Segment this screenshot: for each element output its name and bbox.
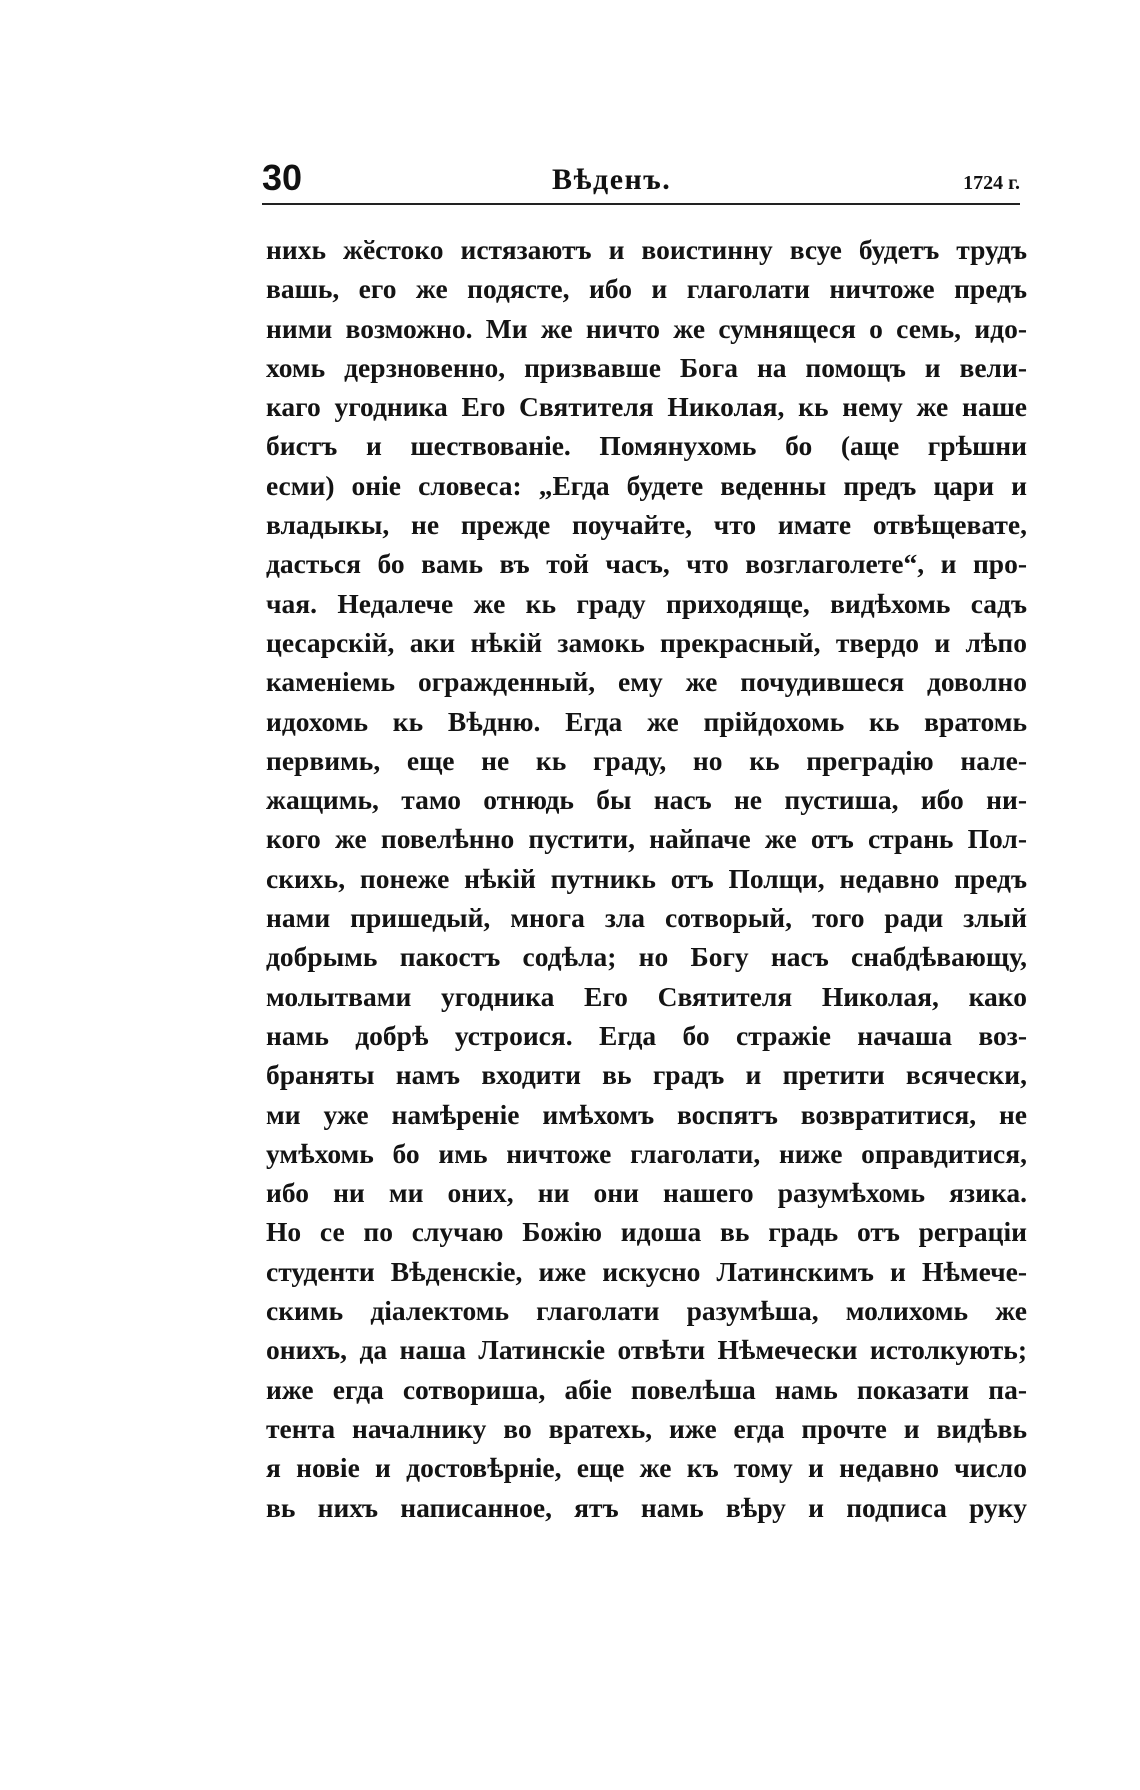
text-line: тента началнику во вратехь, иже егда прочте и видѣвь	[266, 1412, 1027, 1444]
text-line: первимь, еще не кь граду, но кь преградію нале-	[266, 744, 1027, 776]
text-line: ми уже намѣреніе имѣхомъ воспятъ возвратитися, не	[266, 1098, 1027, 1130]
text-line: скихь, понеже нѣкій путникь отъ Полщи, недавно предъ	[266, 862, 1027, 894]
text-line: ними возможно. Ми же ничто же сумнящеся о семь, идо-	[266, 312, 1027, 344]
text-line: молытвами угодника Его Святителя Николая, како	[266, 980, 1027, 1012]
text-line: студенти Вѣденскіе, иже искусно Латинскимъ и Нѣмече-	[266, 1255, 1027, 1287]
text-line: каго угодника Его Святителя Николая, кь нему же наше	[266, 391, 1027, 423]
text-line: Но се по случаю Божію идоша вь градь отъ реграціи	[266, 1216, 1027, 1248]
text-line: бистъ и шествованіе. Помянухомь бо (аще грѣшни	[266, 430, 1027, 462]
text-line: кого же повелѣнно пустити, найпаче же отъ странь Пол-	[266, 823, 1027, 855]
text-line: хомь дерзновенно, призвавше Бога на помощъ и вели-	[266, 351, 1027, 383]
text-line: каменіемь огражденный, ему же почудившеся доволно	[266, 666, 1027, 698]
text-line: онихъ, да наша Латинскіе отвѣти Нѣмечески истолкують;	[266, 1334, 1027, 1366]
text-line: вь нихъ написанное, ятъ намь вѣру и подписа руку	[266, 1491, 1027, 1523]
text-line: владыкы, не прежде поучайте, что имате отвѣщевате,	[266, 509, 1027, 541]
text-line: браняты намъ входити вь градъ и претити всячески,	[266, 1059, 1027, 1091]
page-number: 30	[262, 157, 303, 198]
text-line: добрымь пакостъ содѣла; но Богу насъ снабдѣвающу,	[266, 941, 1027, 973]
text-line: жащимь, тамо отнюдь бы насъ не пустиша, ибо ни-	[266, 784, 1027, 816]
text-line: вашь, его же подясте, ибо и глаголати ничтоже предъ	[266, 273, 1027, 305]
header-rule	[262, 203, 1020, 205]
text-line: дасться бо вамь въ той часъ, что возглаголете“, и про-	[266, 548, 1027, 580]
text-line: идохомь кь Вѣдню. Егда же прійдохомь кь вратомь	[266, 705, 1027, 737]
running-title: Вѣденъ.	[552, 163, 672, 196]
text-line: есми) оніе словеса: „Егда будете веденны предъ цари и	[266, 469, 1027, 501]
text-line: умѣхомь бо имь ничтоже глаголати, ниже оправдитися,	[266, 1137, 1027, 1169]
year-label: 1724 г.	[963, 172, 1020, 194]
text-line: скимь діалектомь глаголати разумѣша, молихомь же	[266, 1295, 1027, 1327]
text-line: намь добрѣ устроися. Егда бо стражіе начаша воз-	[266, 1019, 1027, 1051]
text-line: нами пришедый, многа зла сотворый, того ради злый	[266, 902, 1027, 934]
text-line: нихь жӗстоко истязаютъ и воистинну всуе будетъ трудъ	[266, 234, 1027, 265]
text-line: чая. Недалече же кь граду приходяще, видѣхомь садъ	[266, 587, 1027, 619]
text-line: иже егда сотвориша, абіе повелѣша намь показати па-	[266, 1373, 1027, 1405]
body-text	[266, 230, 1027, 1527]
text-line: ибо ни ми оних, ни они нашего разумѣхомь язика.	[266, 1177, 1027, 1209]
text-line: я новіе и достовѣрніе, еще же къ тому и недавно число	[266, 1452, 1027, 1484]
page-header	[262, 156, 1020, 206]
text-line: цесарскій, аки нѣкій замокь прекрасный, твердо и лѣпо	[266, 626, 1027, 658]
